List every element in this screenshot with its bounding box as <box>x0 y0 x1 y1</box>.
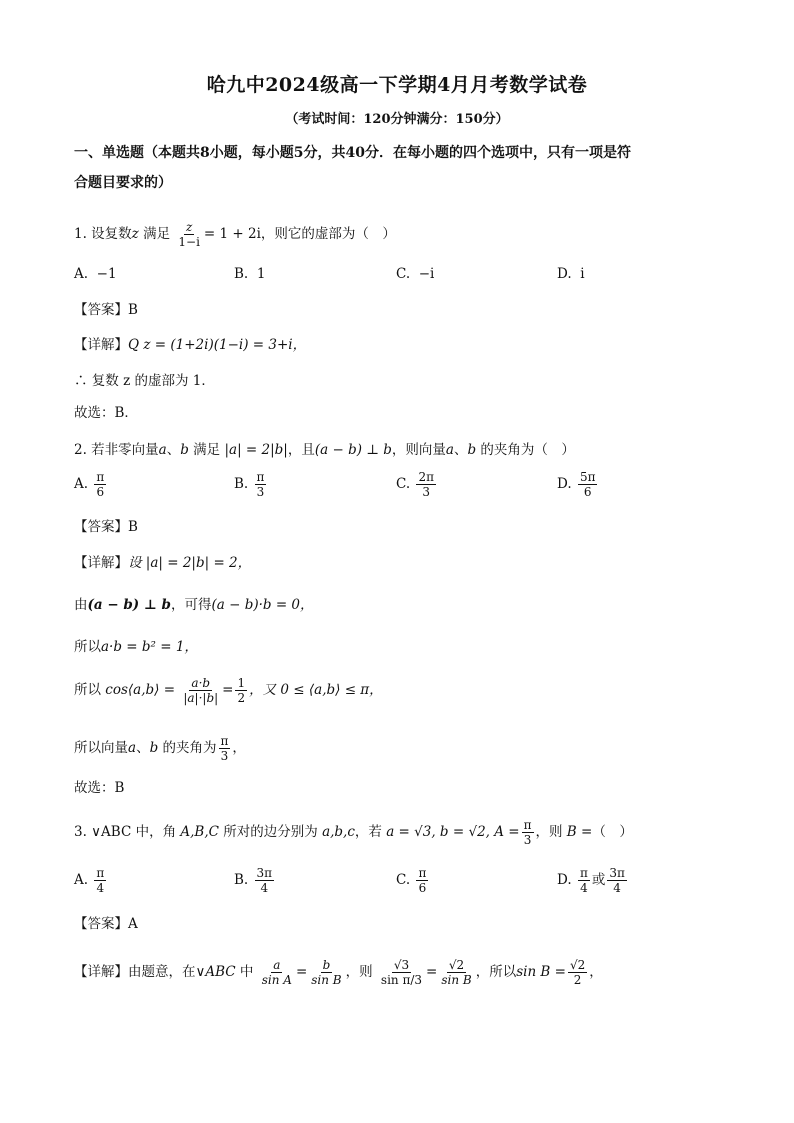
q2-answer: 【答案】B <box>74 519 138 535</box>
q3-option-d: D. $\frac{\pi}{4}$ 或 $\frac{3\pi}{4}$ <box>557 866 625 895</box>
q2-detail-4: 所以 cos⟨a,b⟩ = $\frac{a\cdot b}{|a|\cdot|b|}$ = $\frac{1}{2}$ ，又 0 ≤ ⟨a,b⟩ ≤ π， <box>74 676 383 705</box>
q3-detail: 【详解】由题意，在∨ABC 中 $\frac{a}{\text{sin A}}$ = $\frac{b}{\text{sin B}}$ ，则 $\frac{√3}{\text{sin π/3}}$ = $\frac{√2}{\text{sin B}}$ ，所以sin B = $\frac{√2}{2}$ ， <box>74 958 603 987</box>
exam-info: （考试时间：120分钟满分：150分） <box>285 112 509 127</box>
q3-option-c: C. $\frac{\pi}{6}$ <box>396 866 427 895</box>
q2-option-d: D. $\frac{5\pi}{6}$ <box>557 470 596 499</box>
q1-option-d: D. i <box>557 266 585 282</box>
q1-answer: 【答案】B <box>74 302 138 318</box>
q1-option-b: B. 1 <box>234 266 266 282</box>
q1-fraction: $\frac{z}{1-i}$ <box>178 220 200 249</box>
q1-option-c: C. −i <box>396 266 435 282</box>
q1-detail-line2: ∴ 复数 z 的虚部为 1． <box>74 373 215 389</box>
page-title: 哈九中2024级高一下学期4月月考数学试卷 <box>206 74 588 96</box>
section-heading-line1: 一、单选题（本题共8小题，每小题5分，共40分．在每小题的四个选项中，只有一项是符 <box>74 145 631 161</box>
q2-detail-1: 【详解】设 |a| = 2|b| = 2， <box>74 555 252 571</box>
q2-option-a: A. $\frac{\pi}{6}$ <box>74 470 105 499</box>
q2-detail-3: 所以a·b = b² = 1， <box>74 639 198 655</box>
q1-option-a: A. −1 <box>74 266 117 282</box>
q2-option-c: C. $\frac{2\pi}{3}$ <box>396 470 434 499</box>
q3-answer: 【答案】A <box>74 916 138 932</box>
q3-option-b: B. $\frac{3\pi}{4}$ <box>234 866 273 895</box>
q1-text: ，则它的虚部为（ ） <box>260 226 396 242</box>
q3-option-a: A. $\frac{\pi}{4}$ <box>74 866 105 895</box>
q1-text: 满足 <box>138 226 175 242</box>
q2-detail-5: 所以向量a、b 的夹角为 $\frac{\pi}{3}$ ， <box>74 734 246 763</box>
q2-stem: 2. 若非零向量a、b 满足 |a| = 2|b|，且(a − b) ⊥ b，则向量a、b 的夹角为（ ） <box>74 442 575 458</box>
section-heading-line2: 合题目要求的） <box>74 175 172 191</box>
q2-option-b: B. $\frac{\pi}{3}$ <box>234 470 265 499</box>
q1-text: 1. 设复数 <box>74 226 132 242</box>
q1-stem <box>74 220 396 249</box>
q2-choose: 故选：B <box>74 780 125 796</box>
q1-detail: 【详解】Q z = (1+2i)(1−i) = 3+i， <box>74 337 307 353</box>
q1-var: z <box>131 226 139 242</box>
q1-choose: 故选：B． <box>74 405 138 421</box>
q1-rhs: = 1 + 2i <box>203 226 261 242</box>
q3-stem: 3. ∨ABC 中，角 A,B,C 所对的边分别为 a,b,c，若 a = √3, b = √2, A = $\frac{\pi}{3}$ ，则 B =（ ） <box>74 818 633 847</box>
q2-detail-2: 由(a − b) ⊥ b，可得(a − b)·b = 0， <box>74 597 314 613</box>
